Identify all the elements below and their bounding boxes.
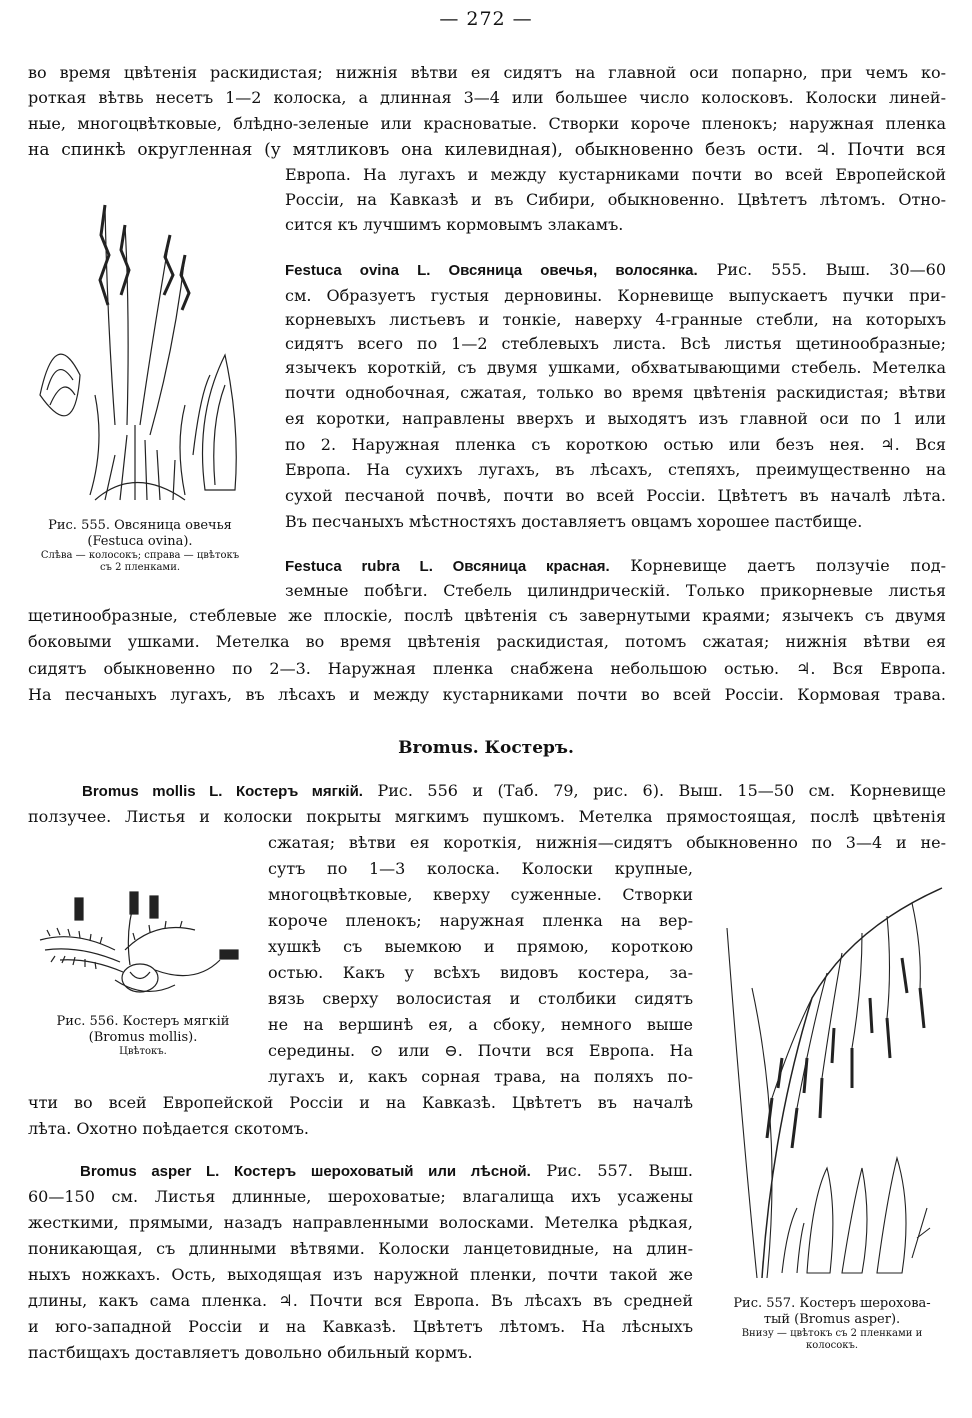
text-line: корневыхъ листьевъ и тонкіе, наверху 4-гранные стебли, на которыхъ [285,310,946,329]
text-line: сухой песчаной почвѣ, почти во всей Россіи. Цвѣтетъ въ началѣ лѣта. [285,486,946,505]
text-line: на спинкѣ округленная (у мятликовъ она килевидная), обыкновенно безъ ости. ♃. Почти вся [28,140,946,160]
text-line: Европа. На сухихъ лугахъ, въ лѣсахъ, степяхъ, преимущественно на [285,460,946,479]
text-line: Европа. На лугахъ и между кустарниками почти во всей Европейской [285,165,946,184]
text-line: по 2. Наружная пленка съ короткою остью или безъ нея. ♃. Вся [285,435,946,454]
text-line: длины, какъ сама пленка. ♃. Почти вся Европа. Въ лѣсахъ въ средней [28,1291,693,1310]
text-line: Въ песчаныхъ мѣстностяхъ доставляетъ овцамъ хорошее пастбище. [285,512,863,531]
text-line: чти во всей Европейской Россіи и на Кавказѣ. Цвѣтетъ въ началѣ [28,1093,693,1112]
text-line: язычекъ короткій, съ двумя ушками, обхватывающими стебель. Метелка [285,358,946,377]
text-line: сидятъ всего по 1—2 стеблевыхъ листа. Всѣ листья щетинообразные; [285,334,946,353]
text-line: 60—150 см. Листья длинные, шероховатые; влагалища ихъ усажены [28,1187,693,1206]
text-line: На песчаныхъ лугахъ, въ лѣсахъ и между кустарниками почти во всей Россіи. Кормовая трава. [28,685,946,704]
text-line: поникающая, съ длинными вѣтвями. Колоски ланцетовидные, на длин- [28,1239,693,1258]
text-line: земные побѣги. Стебель цилиндрическій. Только прикорневые листья [285,581,946,600]
text-line: ные, многоцвѣтковые, блѣдно-зеленые или красноватые. Створки короче пленокъ; наружная пленка [28,114,946,133]
text-line: пастбищахъ доставляетъ довольно обильный кормъ. [28,1343,473,1362]
text-line: короче пленокъ; наружная пленка на вер- [268,911,693,930]
text-line: вязь сверху волосистая и столбики сидятъ [268,989,693,1008]
figure-caption-555: Рис. 555. Овсяница овечья (Festuca ovina). Слѣва — колосокъ; справа — цвѣтокъ съ 2 пленками. [40,518,240,573]
species-name: Bromus mollis L. Костеръ мягкій. [82,783,363,800]
text-line: лѣта. Охотно поѣдается скотомъ. [28,1119,309,1138]
bromus-asper-illustration [712,878,952,1288]
text-line: роткая вѣтвь несетъ 1—2 колоска, а длинная 3—4 или большее число колосковъ. Колоски линей- [28,88,946,107]
text-line: см. Образуетъ густыя дерновины. Корневище выпускаетъ пучки при- [285,286,946,305]
text-line: хушкѣ съ выемкою и прямою, короткою [268,937,693,956]
text-line: сутъ по 1—3 колоска. Колоски крупные, [268,859,693,878]
text-line: щетинообразные, стеблевые же плоскіе, послѣ цвѣтенія съ завернутыми краями; язычекъ съ двумя [28,606,946,625]
text-line: ползучее. Листья и колоски покрыты мягкимъ пушкомъ. Метелка прямостоящая, послѣ цвѣтенія [28,807,946,826]
bromus-mollis-flower-illustration [35,890,250,1010]
figure-caption-557: Рис. 557. Костеръ шероховa- тый (Bromus asper). Внизу — цвѣтокъ съ 2 пленками и колосокъ. [733,1296,931,1351]
text-line: не на вершинѣ ея, а сбоку, немного выше [268,1015,693,1034]
text-line: боковыми ушками. Метелка во время цвѣтенія раскидистая, потомъ сжатая; нижнія вѣтви ея [28,632,946,651]
genus-heading: Bromus. Костеръ. [398,738,574,758]
figure-caption-556: Рис. 556. Костеръ мягкій (Bromus mollis). Цвѣтокъ. [56,1014,230,1057]
species-entry-rubra: Festuca rubra L. Овсяница красная. Корневище даетъ ползучіе под- [285,556,946,575]
species-entry-asper: Bromus asper L. Костеръ шероховатый или лѣсной. Рис. 557. Выш. [80,1161,693,1180]
text-line: и юго-западной Россіи и на Кавказѣ. Цвѣтетъ лѣтомъ. На лѣсныхъ [28,1317,693,1336]
text-line: ея коротки, направлены вверхъ и выходятъ изъ главной оси по 1 или [285,409,946,428]
species-entry-ovina: Festuca ovina L. Овсяница овечья, волосянка. Рис. 555. Выш. 30—60 [285,260,946,279]
text-line: остью. Какъ у всѣхъ видовъ костера, за- [268,963,693,982]
species-entry-mollis: Bromus mollis L. Костеръ мягкій. Рис. 556 и (Таб. 79, рис. 6). Выш. 15—50 см. Корневище [82,781,946,800]
species-name: Festuca rubra L. Овсяница красная. [285,558,610,575]
species-name: Bromus asper L. Костеръ шероховатый или лѣсной. [80,1163,531,1180]
text-line: почти однобочная, сжатая, только во время цвѣтенія раскидистая; вѣтви [285,383,946,402]
text-line: сидятъ обыкновенно по 2—3. Наружная пленка снабжена небольшою остью. ♃. Вся Европа. [28,659,946,678]
species-name: Festuca ovina L. Овсяница овечья, волосянка. [285,262,698,279]
text-line: ныхъ ножкахъ. Ость, выходящая изъ наружной пленки, почти такой же [28,1265,693,1284]
page-number: — 272 — [439,8,533,30]
text-line: во время цвѣтенія раскидистая; нижнія вѣтви ея сидятъ на главной оси попарно, при чемъ ко- [28,63,946,82]
text-line: многоцвѣтковые, кверху суженные. Створки [268,885,693,904]
text-line: сится къ лучшимъ кормовымъ злакамъ. [285,215,624,234]
text-line: лугахъ и, какъ сорная трава, на поляхъ по- [268,1067,693,1086]
text-line: сжатая; вѣтви ея короткія, нижнія—сидятъ обыкновенно по 3—4 и не- [268,833,946,852]
festuca-ovina-illustration [35,195,250,510]
text-line: жесткими, прямыми, назадъ направленными волосками. Метелка рѣдкая, [28,1213,693,1232]
text-line: середины. ⊙ или ⊖. Почти вся Европа. На [268,1041,693,1060]
text-line: Россіи, на Кавказѣ и въ Сибири, обыкновенно. Цвѣтетъ лѣтомъ. Отно- [285,190,946,209]
